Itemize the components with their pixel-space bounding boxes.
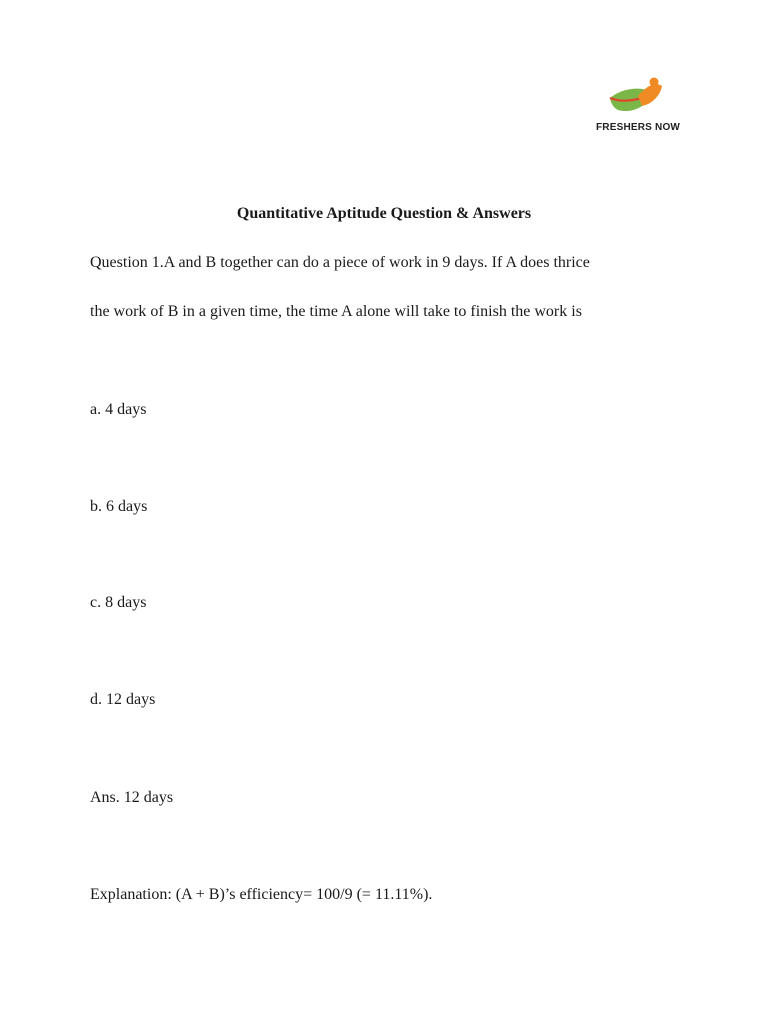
option-a: a. 4 days [90, 401, 147, 418]
logo-text: FRESHERS NOW [596, 122, 681, 133]
option-c: c. 8 days [90, 594, 147, 611]
leaf-person-icon [608, 76, 666, 122]
document-title: Quantitative Aptitude Question & Answers [236, 205, 532, 222]
question-text-line-2: the work of B in a given time, the time A alone will take to finish the work is [90, 303, 582, 320]
option-b: b. 6 days [90, 498, 148, 515]
answer-line: Ans. 12 days [90, 789, 174, 806]
question-text-line-1: Question 1.A and B together can do a piece of work in 9 days. If A does thrice [90, 254, 590, 271]
option-d: d. 12 days [90, 691, 156, 708]
freshers-now-logo [596, 76, 686, 136]
explanation-line: Explanation: (A + B)’s efficiency= 100/9 (= 11.11%). [90, 886, 433, 903]
